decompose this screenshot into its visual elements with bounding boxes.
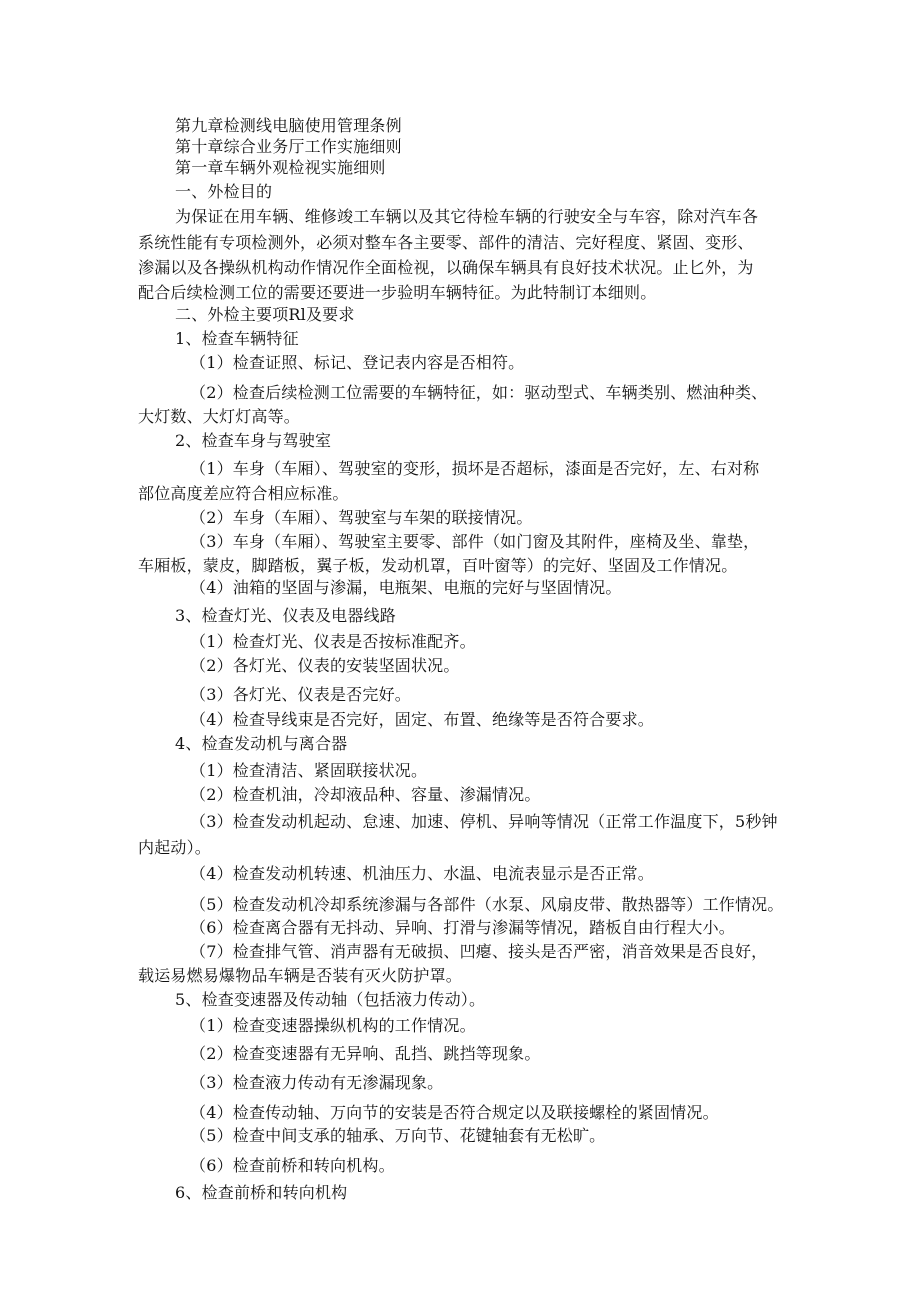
list-item-continuation: 载运易燃易爆物品车辆是否装有灭火防护罩。 bbox=[138, 966, 463, 985]
list-item: （5）检查中间支承的轴承、万向节、花键轴套有无松旷。 bbox=[190, 1126, 606, 1145]
section-heading-1: 一、外检目的 bbox=[175, 182, 273, 201]
paragraph-line: 渗漏以及各操纵机构动作情况作全面检视，以确保车辆具有良好技术状况。止匕外，为 bbox=[138, 258, 754, 277]
list-item: （4）检查发动机转速、机油压力、水温、电流表显示是否正常。 bbox=[190, 864, 654, 883]
list-item: （4）油箱的坚固与渗漏，电瓶架、电瓶的完好与坚固情况。 bbox=[190, 578, 622, 597]
subsection-heading: 2、检查车身与驾驶室 bbox=[175, 431, 332, 450]
list-item: （6）检查前桥和转向机构。 bbox=[190, 1156, 395, 1175]
subsection-heading: 4、检查发动机与离合器 bbox=[175, 734, 348, 753]
list-item: （2）车身（车厢）、驾驶室与车架的联接情况。 bbox=[190, 508, 533, 527]
list-item: （3）检查发动机起动、怠速、加速、停机、异响等情况（正常工作温度下，5秒钟 bbox=[190, 812, 778, 831]
subsection-heading: 1、检查车辆特征 bbox=[175, 329, 299, 348]
paragraph-line: 系统性能有专项检测外，必须对整车各主要零、部件的清洁、完好程度、紧固、变形、 bbox=[138, 233, 754, 252]
heading-chapter-9: 第九章检测线电脑使用管理条例 bbox=[175, 116, 402, 135]
list-item: （2）检查变速器有无异响、乱挡、跳挡等现象。 bbox=[190, 1044, 541, 1063]
list-item-continuation: 车厢板，蒙皮，脚踏板，翼子板，发动机罩，百叶窗等）的完好、坚固及工作情况。 bbox=[138, 556, 738, 575]
list-item: （3）检查液力传动有无渗漏现象。 bbox=[190, 1073, 444, 1092]
list-item-continuation: 部位高度差应符合相应标准。 bbox=[138, 484, 349, 503]
list-item: （1）检查灯光、仪表是否按标准配齐。 bbox=[190, 632, 476, 651]
paragraph-line: 配合后续检测工位的需要还要进一步验明车辆特征。为此特制订本细则。 bbox=[138, 283, 657, 302]
subsection-heading: 3、检查灯光、仪表及电器线路 bbox=[175, 606, 396, 625]
list-item: （3）车身（车厢）、驾驶室主要零、部件（如门窗及其附件，座椅及坐、靠垫， bbox=[190, 532, 760, 551]
list-item: （1）检查证照、标记、登记表内容是否相符。 bbox=[190, 353, 525, 372]
list-item: （4）检查导线束是否完好，固定、布置、绝缘等是否符合要求。 bbox=[190, 710, 654, 729]
heading-chapter-10: 第十章综合业务厅工作实施细则 bbox=[175, 137, 402, 156]
list-item: （2）检查后续检测工位需要的车辆特征，如：驱动型式、车辆类别、燃油种类、 bbox=[190, 383, 768, 402]
list-item: （1）检查变速器操纵机构的工作情况。 bbox=[190, 1016, 476, 1035]
list-item: （6）检查离合器有无抖动、异响、打滑与渗漏等情况，踏板自由行程大小。 bbox=[190, 918, 735, 937]
list-item-continuation: 内起动）。 bbox=[138, 838, 212, 857]
subsection-heading: 5、检查变速器及传动轴（包括液力传动）。 bbox=[175, 990, 486, 1009]
list-item: （5）检查发动机冷却系统渗漏与各部件（水泵、风扇皮带、散热器等）工作情况。 bbox=[190, 895, 784, 914]
list-item: （3）各灯光、仪表是否完好。 bbox=[190, 685, 411, 704]
list-item: （2）检查机油，冷却液品种、容量、渗漏情况。 bbox=[190, 785, 541, 804]
list-item: （1）检查清洁、紧固联接状况。 bbox=[190, 761, 428, 780]
list-item: （2）各灯光、仪表的安装坚固状况。 bbox=[190, 656, 460, 675]
list-item-continuation: 大灯数、大灯灯高等。 bbox=[138, 407, 301, 426]
subsection-heading: 6、检查前桥和转向机构 bbox=[175, 1183, 348, 1202]
list-item: （4）检查传动轴、万向节的安装是否符合规定以及联接螺栓的紧固情况。 bbox=[190, 1103, 719, 1122]
list-item: （1）车身（车厢）、驾驶室的变形，损坏是否超标，漆面是否完好，左、右对称 bbox=[190, 459, 760, 478]
section-heading-2: 二、外检主要项Rl及要求 bbox=[175, 305, 355, 324]
list-item: （7）检查排气管、消声器有无破损、凹瘪、接头是否严密，消音效果是否良好， bbox=[190, 942, 768, 961]
paragraph-line: 为保证在用车辆、维修竣工车辆以及其它待检车辆的行驶安全与车容，除对汽车各 bbox=[175, 207, 759, 226]
heading-chapter-1: 第一章车辆外观检视实施细则 bbox=[175, 158, 386, 177]
